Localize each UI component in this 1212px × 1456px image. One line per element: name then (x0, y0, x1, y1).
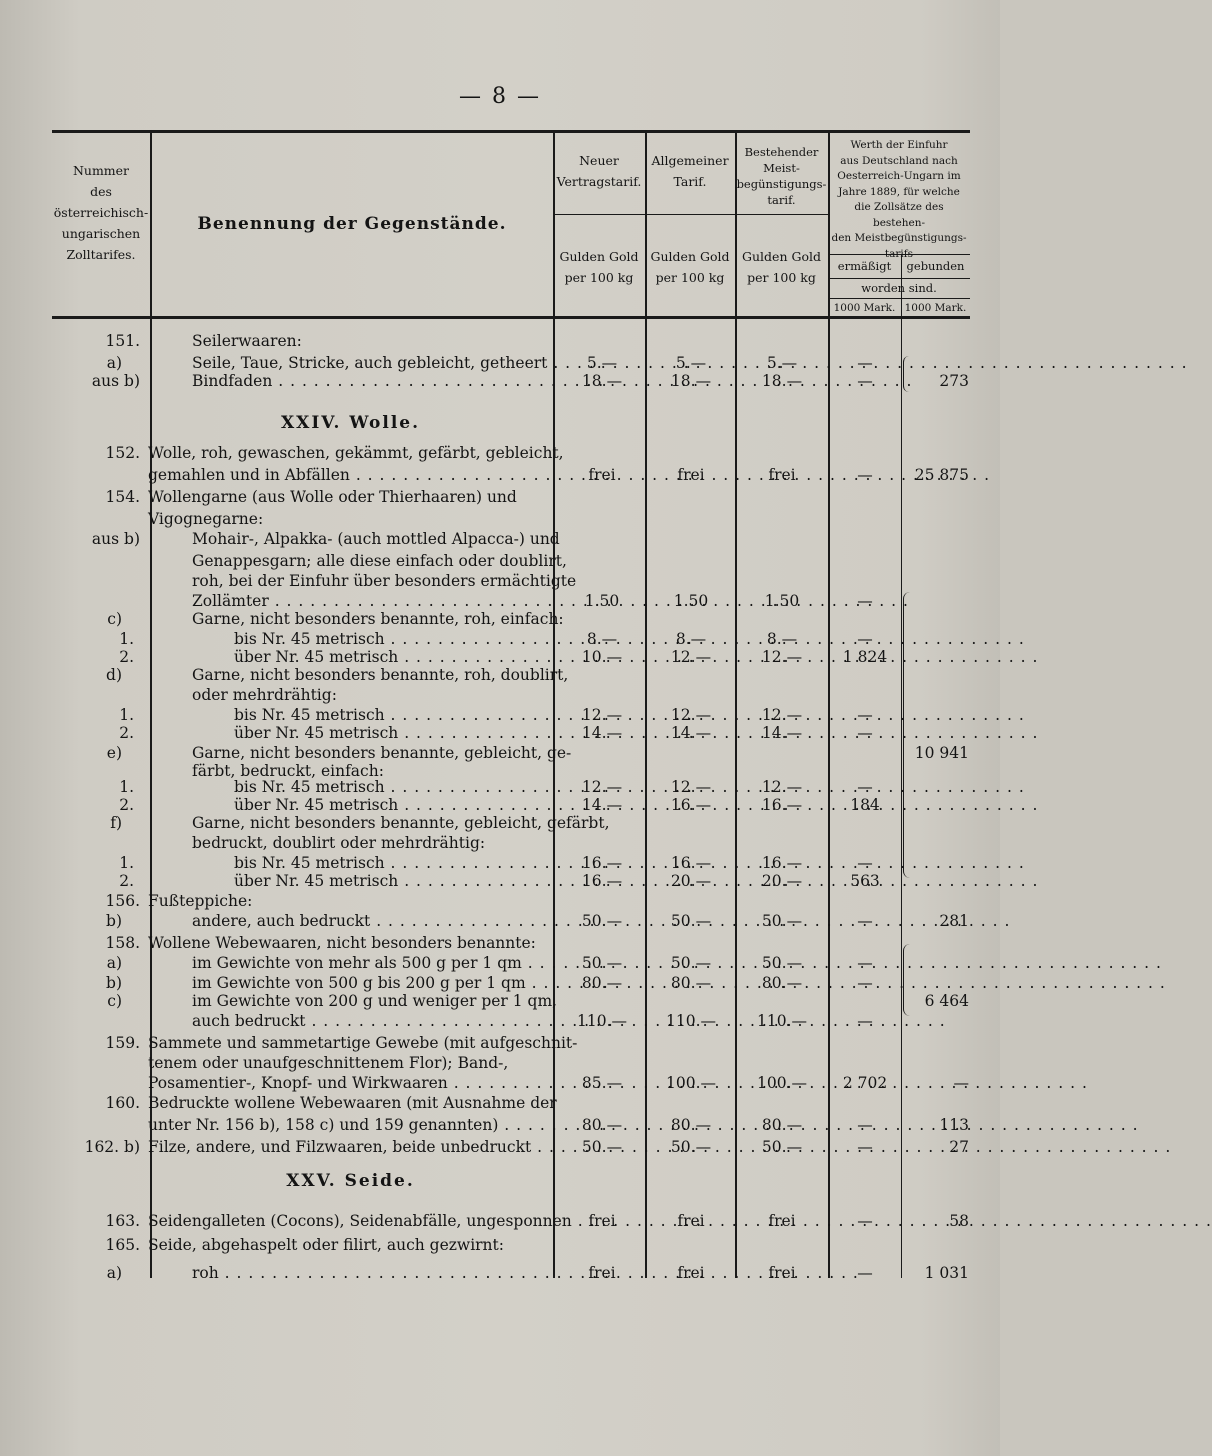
import-reduced-value: — (857, 1212, 873, 1230)
general-tariff-value: 16.— (670, 796, 712, 814)
item-description: im Gewichte von 500 g bis 200 g per 1 qm . . . (192, 972, 543, 994)
import-reduced-value: — (857, 724, 873, 742)
new-tariff-value: 14.— (581, 724, 623, 742)
section-heading-row (0, 412, 1000, 434)
general-tariff-value: 20.— (670, 872, 712, 890)
existing-tariff-value: 16.— (761, 796, 803, 814)
item-description: XXIV. Wolle. (280, 413, 421, 433)
new-tariff-value: 14.— (581, 796, 623, 814)
table-row (0, 990, 1000, 1012)
table-row (0, 832, 1000, 854)
item-description: auch bedruckt . . . (192, 1010, 543, 1032)
item-description: Garne, nicht besonders benannte, roh, doublirt, (192, 666, 569, 684)
existing-tariff-value: 12.— (761, 648, 803, 666)
new-tariff-value: 50.— (581, 912, 623, 930)
general-tariff-value: 12.— (670, 648, 712, 666)
page-number: — 8 — (459, 84, 541, 109)
general-tariff-value: 18.— (670, 372, 712, 390)
tariff-number: a) (106, 354, 122, 372)
import-reduced-value: — (857, 778, 873, 796)
header-new-tariff: Neuer Vertragstarif. (556, 153, 642, 189)
item-description: Seile, Taue, Stricke, auch gebleicht, getheert . . . (192, 352, 543, 374)
tariff-number: e) (106, 744, 122, 762)
header-number: Nummer des österreichisch- ungarischen Zolltarifes. (53, 163, 149, 262)
table-row (0, 1136, 1000, 1158)
item-description: bis Nr. 45 metrisch . . . (234, 852, 543, 874)
item-description: roh . . . (192, 1262, 543, 1284)
import-reduced-value: 1 824 (842, 648, 888, 666)
import-reduced-value: — (857, 854, 873, 872)
existing-tariff-value: frei (768, 1264, 796, 1282)
import-bound-value: 281 (939, 912, 969, 930)
tariff-number: d) (106, 666, 122, 684)
table-row (0, 1262, 1000, 1284)
general-tariff-value: frei (677, 1264, 705, 1282)
import-reduced-value: — (857, 1116, 873, 1134)
new-tariff-value: 5.— (586, 354, 618, 372)
table-row (0, 486, 1000, 508)
existing-tariff-value: 50.— (761, 1138, 803, 1156)
header-sub-rule (828, 278, 970, 279)
table-header-rule (52, 316, 970, 319)
tariff-number: 163. (105, 1212, 140, 1230)
existing-tariff-value: 80.— (761, 974, 803, 992)
import-reduced-value: — (857, 592, 873, 610)
item-description: Seide, abgehaspelt oder filirt, auch gezwirnt: (148, 1236, 504, 1254)
import-reduced-value: 2 702 (842, 1074, 888, 1092)
header-sub-rule (553, 214, 828, 215)
header-unit-existing: Gulden Gold per 100 kg (742, 249, 821, 285)
existing-tariff-value: 50.— (761, 912, 803, 930)
table-row (0, 442, 1000, 464)
import-bound-value: 58 (949, 1212, 969, 1230)
import-reduced-value: — (857, 1138, 873, 1156)
table-row (0, 932, 1000, 954)
table-row (0, 1072, 1000, 1094)
tariff-number: 160. (105, 1094, 140, 1112)
existing-tariff-value: 110.— (756, 1012, 807, 1030)
existing-tariff-value: 14.— (761, 724, 803, 742)
existing-tariff-value: frei (768, 1212, 796, 1230)
tariff-number: 1. (119, 630, 134, 648)
item-description: über Nr. 45 metrisch . . . (234, 870, 543, 892)
existing-tariff-value: 12.— (761, 706, 803, 724)
header-import-value: Werth der Einfuhr aus Deutschland nach Oesterreich-Ungarn im Jahre 1889, für welche die Zollsätze des bestehen- den Meistbegünstigungs- tarifs (831, 139, 967, 260)
new-tariff-value: 110.— (576, 1012, 627, 1030)
tariff-number: 2. (119, 796, 134, 814)
tariff-number: 158. (105, 934, 140, 952)
item-description: bis Nr. 45 metrisch . . . (234, 704, 543, 726)
tariff-number: a) (106, 954, 122, 972)
table-row (0, 1052, 1000, 1074)
item-description: Genappesgarn; alle diese einfach oder doublirt, (192, 552, 567, 570)
item-description: über Nr. 45 metrisch . . . (234, 646, 543, 668)
tariff-number: 2. (119, 648, 134, 666)
import-bound-value: 273 (939, 372, 969, 390)
import-reduced-value: — (857, 372, 873, 390)
general-tariff-value: 50.— (670, 912, 712, 930)
table-row (0, 952, 1000, 974)
item-description: roh, bei der Einfuhr über besonders ermächtigte (192, 572, 577, 590)
new-tariff-value: 16.— (581, 854, 623, 872)
general-tariff-value: 12.— (670, 706, 712, 724)
new-tariff-value: frei (588, 1212, 616, 1230)
existing-tariff-value: 1.50 (764, 592, 800, 610)
tariff-number: b) (106, 912, 122, 930)
item-description: Bindfaden . . . (192, 370, 543, 392)
general-tariff-value: 8.— (675, 630, 707, 648)
item-description: unter Nr. 156 b), 158 c) und 159 genannten) . . . (148, 1114, 543, 1136)
new-tariff-value: 1.50 (584, 592, 620, 610)
table-row (0, 664, 1000, 686)
table-row (0, 608, 1000, 630)
item-description: XXV. Seide. (286, 1171, 415, 1191)
header-unit-general: Gulden Gold per 100 kg (650, 249, 730, 285)
table-row (0, 464, 1000, 486)
general-tariff-value: 50.— (670, 1138, 712, 1156)
existing-tariff-value: 8.— (766, 630, 798, 648)
table-row (0, 528, 1000, 550)
item-description: färbt, bedruckt, einfach: (192, 762, 384, 780)
existing-tariff-value: 12.— (761, 778, 803, 796)
table-row (0, 330, 1000, 352)
item-description: Garne, nicht besonders benannte, roh, einfach: (192, 610, 564, 628)
tariff-number: 1. (119, 706, 134, 724)
item-description: gemahlen und in Abfällen . . . (148, 464, 543, 486)
existing-tariff-value: 80.— (761, 1116, 803, 1134)
general-tariff-value: frei (677, 1212, 705, 1230)
item-description: Seidengalleten (Cocons), Seidenabfälle, ungesponnen . . . (148, 1210, 543, 1232)
item-description: Wolle, roh, gewaschen, gekämmt, gefärbt, gebleicht, (148, 444, 564, 462)
import-reduced-value: 563 (850, 872, 880, 890)
import-reduced-value: — (857, 954, 873, 972)
existing-tariff-value: 100.— (756, 1074, 807, 1092)
item-description: andere, auch bedruckt . . . (192, 910, 543, 932)
import-bound-value: 27 (949, 1138, 969, 1156)
existing-tariff-value: 20.— (761, 872, 803, 890)
item-description: Zollämter . . . (192, 590, 543, 612)
import-bound-value: 10 941 (914, 744, 969, 762)
item-description: bis Nr. 45 metrisch . . . (234, 776, 543, 798)
tariff-number: 154. (105, 488, 140, 506)
table-row (0, 570, 1000, 592)
table-row (0, 1234, 1000, 1256)
new-tariff-value: 80.— (581, 1116, 623, 1134)
table-row (0, 508, 1000, 530)
header-designation: Benennung der Gegenstände. (197, 214, 507, 234)
tariff-number: 2. (119, 724, 134, 742)
general-tariff-value: 16.— (670, 854, 712, 872)
tariff-number: f) (110, 814, 122, 832)
import-reduced-value: — (857, 630, 873, 648)
tariff-number: aus b) (91, 372, 140, 390)
header-general-tariff: Allgemeiner Tarif. (651, 153, 729, 189)
item-description: Garne, nicht besonders benannte, gebleicht, ge- (192, 744, 572, 762)
general-tariff-value: 14.— (670, 724, 712, 742)
item-description: Bedruckte wollene Webewaaren (mit Ausnahme der (148, 1094, 557, 1112)
general-tariff-value: frei (677, 466, 705, 484)
import-reduced-value: — (857, 706, 873, 724)
import-bound-value: 25 875 (914, 466, 969, 484)
tariff-number: 152. (105, 444, 140, 462)
import-reduced-value: — (857, 354, 873, 372)
new-tariff-value: 12.— (581, 706, 623, 724)
item-description: Seilerwaaren: (192, 332, 302, 350)
item-description: über Nr. 45 metrisch . . . (234, 722, 543, 744)
table-row (0, 910, 1000, 932)
existing-tariff-value: 16.— (761, 854, 803, 872)
header-bound: gebunden (906, 259, 965, 273)
table-row (0, 1032, 1000, 1054)
header-mark-bound: 1000 Mark. (904, 302, 967, 314)
existing-tariff-value: 18.— (761, 372, 803, 390)
new-tariff-value: frei (588, 466, 616, 484)
import-reduced-value: — (857, 1012, 873, 1030)
new-tariff-value: 85.— (581, 1074, 623, 1092)
table-row (0, 870, 1000, 892)
header-sub-rule (828, 298, 970, 299)
item-description: Fußteppiche: (148, 892, 253, 910)
header-existing-tariff: Bestehender Meist- begünstigungs- tarif. (736, 145, 827, 207)
table-row (0, 890, 1000, 912)
tariff-number: c) (107, 992, 122, 1010)
new-tariff-value: 50.— (581, 1138, 623, 1156)
new-tariff-value: 12.— (581, 778, 623, 796)
general-tariff-value: 12.— (670, 778, 712, 796)
tariff-number: 1. (119, 854, 134, 872)
tariff-number: 156. (105, 892, 140, 910)
new-tariff-value: 80.— (581, 974, 623, 992)
general-tariff-value: 5.— (675, 354, 707, 372)
tariff-number: a) (106, 1264, 122, 1282)
table-row (0, 370, 1000, 392)
import-bound-value: 113 (939, 1116, 969, 1134)
tariff-number: b) (106, 974, 122, 992)
new-tariff-value: frei (588, 1264, 616, 1282)
item-description: Filze, andere, und Filzwaaren, beide unbedruckt . . . (148, 1136, 543, 1158)
item-description: im Gewichte von 200 g und weniger per 1 qm, (192, 992, 558, 1010)
tariff-number: 1. (119, 778, 134, 796)
import-bound-value: 1 031 (924, 1264, 969, 1282)
new-tariff-value: 50.— (581, 954, 623, 972)
new-tariff-value: 10.— (581, 648, 623, 666)
general-tariff-value: 1.50 (673, 592, 709, 610)
general-tariff-value: 80.— (670, 1116, 712, 1134)
item-description: Posamentier-, Knopf- und Wirkwaaren . . . (148, 1072, 543, 1094)
header-mark-reduced: 1000 Mark. (833, 302, 896, 314)
item-description: über Nr. 45 metrisch . . . (234, 794, 543, 816)
table-row (0, 722, 1000, 744)
item-description: Vigognegarne: (148, 510, 264, 528)
item-description: tenem oder unaufgeschnittenem Flor); Band-, (148, 1054, 509, 1072)
table-row (0, 1092, 1000, 1114)
item-description: oder mehrdrähtig: (192, 686, 337, 704)
import-reduced-value: — (857, 1264, 873, 1282)
new-tariff-value: 18.— (581, 372, 623, 390)
existing-tariff-value: 50.— (761, 954, 803, 972)
import-bound-value: — (953, 1074, 969, 1092)
item-description: bis Nr. 45 metrisch . . . (234, 628, 543, 650)
tariff-number: aus b) (91, 530, 140, 548)
table-row (0, 1114, 1000, 1136)
import-reduced-value: — (857, 974, 873, 992)
table-row (0, 1210, 1000, 1232)
item-description: Wollengarne (aus Wolle oder Thierhaaren) und (148, 488, 517, 506)
tariff-number: 2. (119, 872, 134, 890)
table-row (0, 812, 1000, 834)
existing-tariff-value: frei (768, 466, 796, 484)
item-description: Wollene Webewaaren, nicht besonders benannte: (148, 934, 536, 952)
table-row (0, 684, 1000, 706)
table-row (0, 1010, 1000, 1032)
general-tariff-value: 80.— (670, 974, 712, 992)
existing-tariff-value: 5.— (766, 354, 798, 372)
header-reduced: ermäßigt (837, 259, 892, 273)
general-tariff-value: 110.— (665, 1012, 716, 1030)
tariff-number: 165. (105, 1236, 140, 1254)
item-description: Mohair-, Alpakka- (auch mottled Alpacca-) und (192, 530, 560, 548)
section-heading-row (0, 1170, 1000, 1192)
item-description: Sammete und sammetartige Gewebe (mit aufgeschnit- (148, 1034, 578, 1052)
new-tariff-value: 16.— (581, 872, 623, 890)
import-reduced-value: 184 (850, 796, 880, 814)
tariff-number: 151. (105, 332, 140, 350)
item-description: bedruckt, doublirt oder mehrdrähtig: (192, 834, 486, 852)
general-tariff-value: 100.— (665, 1074, 716, 1092)
table-top-rule (52, 130, 970, 133)
import-reduced-value: — (857, 912, 873, 930)
header-unit-new: Gulden Gold per 100 kg (559, 249, 639, 285)
item-description: im Gewichte von mehr als 500 g per 1 qm . . . (192, 952, 543, 974)
table-row (0, 550, 1000, 572)
import-reduced-value: — (857, 466, 873, 484)
item-description: Garne, nicht besonders benannte, gebleicht, gefärbt, (192, 814, 610, 832)
header-worden: worden sind. (861, 281, 937, 295)
general-tariff-value: 50.— (670, 954, 712, 972)
tariff-number: 162. b) (84, 1138, 140, 1156)
new-tariff-value: 8.— (586, 630, 618, 648)
tariff-number: 159. (105, 1034, 140, 1052)
import-bound-value: 6 464 (924, 992, 969, 1010)
tariff-number: c) (107, 610, 122, 628)
